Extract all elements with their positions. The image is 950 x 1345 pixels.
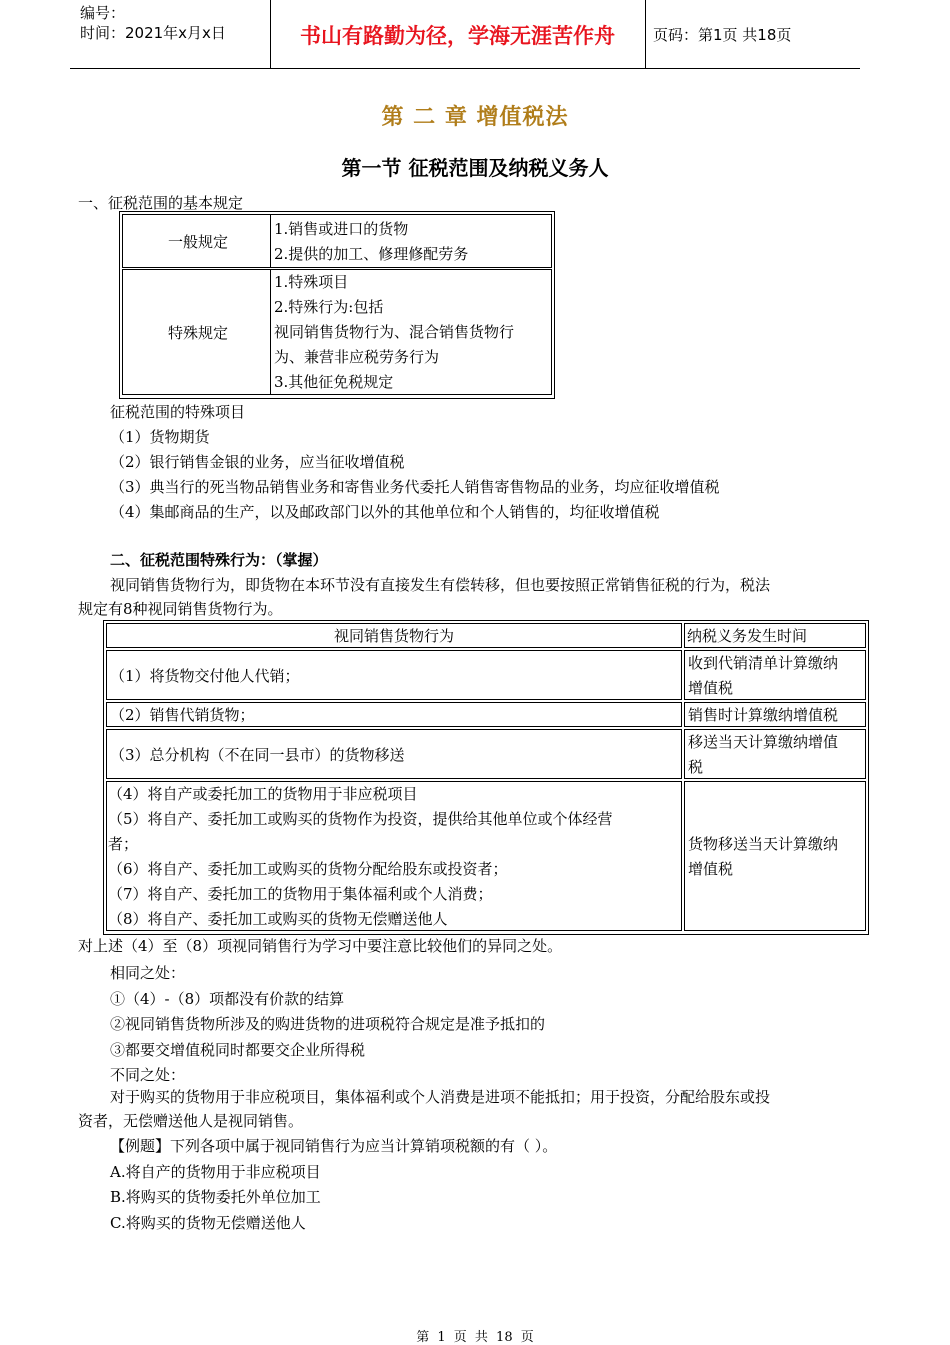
deemed-sales-table <box>103 620 869 935</box>
content-line: 1.销售或进口的货物 <box>274 220 409 238</box>
special-items-title: 征税范围的特殊项目 <box>110 403 246 421</box>
header-meta-cell <box>70 0 271 68</box>
list-item: （4）集邮商品的生产，以及邮政部门以外的其他单位和个人销售的，均征收增值税 <box>110 503 660 521</box>
page-header <box>70 0 860 69</box>
page-footer: 第 1 页 共 18 页 <box>416 1330 534 1345</box>
after-table-text: 对上述（4）至（8）项视同销售行为学习中要注意比较他们的异同之处。 <box>78 937 563 955</box>
row-cell-time <box>684 781 866 931</box>
cell-text: （2）销售代销货物； <box>110 706 255 724</box>
list-item: （2）银行销售金银的业务，应当征收增值税 <box>110 453 405 471</box>
same-title: 相同之处： <box>110 964 186 982</box>
row-cell-time <box>684 702 866 727</box>
part2-heading: 二、征税范围特殊行为：（掌握） <box>110 551 328 569</box>
same-points <box>110 961 545 1089</box>
example <box>110 1134 557 1236</box>
table-header-row <box>106 623 864 648</box>
row-cell-time <box>684 650 866 700</box>
table-row <box>122 269 552 395</box>
cell-text: （4）将自产或委托加工的货物用于非应税项目 （5）将自产、委托加工或购买的货物作为投资，提供给其他单位或个体经营 者； （6）将自产、委托加工或购买的货物分配给股东或投资者； （7）将自产、委托加工的货物用于集体福利或个人消费； （8）将自产、委托加工或购买的货物无偿赠送他人 <box>108 785 613 928</box>
diff-title: 不同之处： <box>110 1066 186 1084</box>
special-items <box>110 400 720 525</box>
row-cell-behavior <box>106 702 682 727</box>
content-line: 2.提供的加工、修理修配劳务 <box>274 245 469 263</box>
paragraph-line: 对于购买的货物用于非应税项目，集体福利或个人消费是进项不能抵扣；用于投资，分配给股东或投 <box>110 1088 771 1106</box>
example-option: B.将购买的货物委托外单位加工 <box>110 1188 321 1206</box>
cell-text: 收到代销清单计算缴纳 增值税 <box>688 654 839 697</box>
list-item: ③都要交增值税同时都要交企业所得税 <box>110 1040 366 1059</box>
cell-text: （1）将货物交付他人代销； <box>110 666 300 685</box>
table-row <box>122 214 552 268</box>
header-page-cell <box>645 0 860 68</box>
cell-text: 移送当天计算缴纳增值 税 <box>688 733 839 776</box>
example-option: C.将购买的货物无偿赠送他人 <box>110 1213 306 1232</box>
table-row <box>106 781 864 931</box>
list-item: ②视同销售货物所涉及的购进货物的进项税符合规定是准予抵扣的 <box>110 1015 546 1033</box>
cell-text: 货物移送当天计算缴纳 增值税 <box>688 835 839 878</box>
row-content <box>274 270 552 395</box>
row-cell-behavior <box>106 650 682 700</box>
content-line: 3.其他征免税规定 <box>274 373 394 391</box>
motto: 书山有路勤为径，学海无涯苦作舟 <box>300 24 615 48</box>
list-item: ①（4）-（8）项都没有价款的结算 <box>110 989 345 1008</box>
list-item: （3）典当行的死当物品销售业务和寄售业务代委托人销售寄售物品的业务，均应征收增值税 <box>110 478 720 496</box>
column-header: 视同销售货物行为 <box>106 623 682 648</box>
header-motto-cell <box>270 0 646 68</box>
row-cell-behavior <box>106 781 682 931</box>
number-label: 编号： <box>80 4 126 22</box>
content-line: 2.特殊行为:包括 <box>274 298 384 316</box>
row-label: 一般规定 <box>126 215 271 267</box>
diff-paragraph <box>78 1085 770 1133</box>
row-content <box>274 217 552 267</box>
cell-text: （3）总分机构（不在同一县市）的货物移送 <box>110 745 405 764</box>
table-row <box>106 702 864 727</box>
example-question: 【例题】下列各项中属于视同销售行为应当计算销项税额的有（ ）。 <box>110 1137 558 1155</box>
content-line: 视同销售货物行为、混合销售货物行 <box>274 323 515 341</box>
section-title: 第一节 征税范围及纳税义务人 <box>341 156 609 180</box>
page-info: 页码：第1页 共18页 <box>653 26 792 44</box>
row-cell-time <box>684 729 866 779</box>
content-line: 为、兼营非应税劳务行为 <box>274 348 440 366</box>
paragraph-line: 规定有8种视同销售货物行为。 <box>78 600 283 618</box>
paragraph-line: 资者，无偿赠送他人是视同销售。 <box>78 1112 304 1130</box>
scope-table <box>119 211 555 399</box>
cell-text: 销售时计算缴纳增值税 <box>688 706 839 724</box>
table-row <box>106 650 864 700</box>
part2-paragraph <box>78 573 770 621</box>
content-line: 1.特殊项目 <box>274 273 349 291</box>
time-label: 时间：2021年x月x日 <box>80 24 226 42</box>
column-header: 纳税义务发生时间 <box>684 623 866 648</box>
list-item: （1）货物期货 <box>110 428 210 446</box>
part1-heading: 一、征税范围的基本规定 <box>78 194 244 212</box>
row-label: 特殊规定 <box>126 270 271 394</box>
paragraph-line: 视同销售货物行为，即货物在本环节没有直接发生有偿转移，但也要按照正常销售征税的行为，税法 <box>110 576 771 594</box>
row-cell-behavior <box>106 729 682 779</box>
example-option: A.将自产的货物用于非应税项目 <box>110 1162 321 1181</box>
chapter-title: 第 二 章 增值税法 <box>381 105 569 130</box>
table-row <box>106 729 864 779</box>
